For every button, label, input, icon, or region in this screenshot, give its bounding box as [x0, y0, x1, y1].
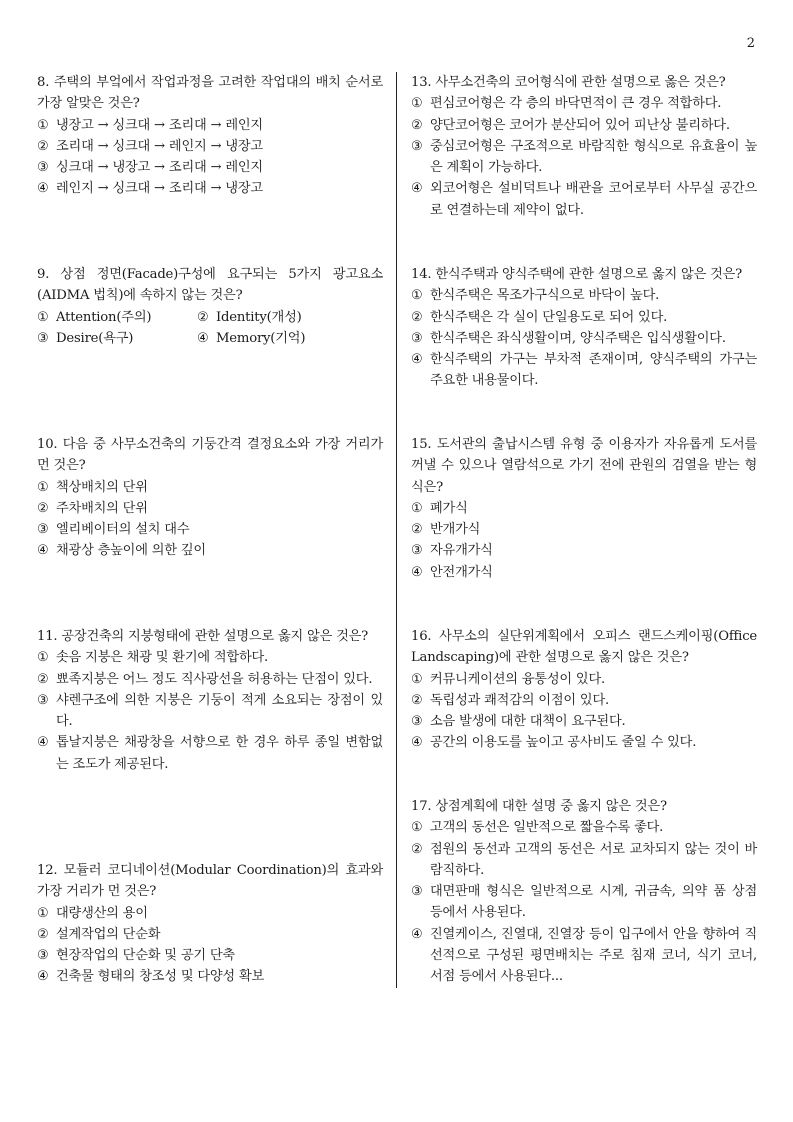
option-text: 소음 발생에 대한 대책이 요구된다.	[430, 714, 626, 730]
question-17	[411, 796, 757, 988]
option-2[interactable]	[37, 924, 383, 945]
option-text: 자유개가식	[430, 543, 493, 559]
option-marker: ③	[37, 160, 49, 176]
option-2[interactable]	[411, 690, 757, 711]
option-marker: ②	[37, 138, 49, 154]
option-text: 커뮤니케이션의 융통성이 있다.	[430, 671, 605, 687]
option-marker: ①	[411, 820, 423, 836]
question-stem: 17. 상점계획에 대한 설명 중 옳지 않은 것은?	[411, 799, 667, 814]
question-stem: 15. 도서관의 출납시스템 유형 중 이용자가 자유롭게 도서를 꺼낼 수 있으나 열람석으로 가기 전에 관원의 검열을 받는 형식은?	[411, 437, 757, 495]
option-text: 양단코어형은 코어가 분산되어 있어 피난상 불리하다.	[430, 117, 730, 133]
option-2[interactable]	[411, 519, 757, 540]
option-3[interactable]	[37, 945, 383, 966]
option-marker: ①	[37, 479, 49, 495]
option-text: 한식주택의 가구는 부차적 존재이며, 양식주택의 가구는 주요한 내용물이다.	[430, 352, 757, 389]
option-marker: ③	[411, 714, 423, 730]
option-text: 고객의 동선은 일반적으로 짧을수록 좋다.	[430, 820, 664, 836]
option-marker: ④	[37, 969, 49, 985]
column-divider	[396, 72, 397, 988]
option-marker: ①	[411, 500, 423, 516]
option-4[interactable]	[37, 966, 383, 987]
option-text: 주차배치의 단위	[56, 500, 148, 516]
option-2[interactable]	[37, 669, 383, 690]
option-3[interactable]	[37, 157, 383, 178]
question-stem: 8. 주택의 부엌에서 작업과정을 고려한 작업대의 배치 순서로 가장 알맞은 것은?	[37, 75, 383, 112]
option-marker: ③	[37, 330, 49, 346]
option-3[interactable]	[411, 328, 757, 349]
option-marker: ①	[411, 96, 423, 112]
option-marker: ②	[411, 692, 423, 708]
option-1[interactable]	[411, 285, 757, 306]
option-3[interactable]	[411, 136, 757, 179]
option-marker: ②	[37, 671, 49, 687]
option-marker: ①	[37, 309, 49, 325]
option-text: 솟음 지붕은 채광 및 환기에 적합하다.	[56, 650, 269, 666]
option-text: 설계작업의 단순화	[56, 926, 161, 942]
option-marker: ③	[37, 522, 49, 538]
option-2[interactable]	[37, 136, 383, 157]
option-marker: ②	[411, 309, 423, 325]
option-marker: ②	[197, 309, 209, 325]
option-3[interactable]	[411, 881, 757, 924]
question-9	[37, 264, 383, 349]
option-2[interactable]	[411, 307, 757, 328]
option-2[interactable]	[37, 498, 383, 519]
question-stem: 12. 모듈러 코디네이션(Modular Coordination)의 효과와 가장 거리가 먼 것은?	[37, 863, 383, 900]
option-4[interactable]	[37, 540, 383, 561]
option-1[interactable]	[37, 477, 383, 498]
option-text: 진열케이스, 진열대, 진열장 등이 입구에서 안을 향하여 직선적으로 구성된 평면배치는 주로 침재 코너, 식기 코너, 서점 등에서 사용된다...	[430, 926, 757, 985]
option-marker: ③	[37, 692, 49, 708]
option-marker: ③	[411, 884, 423, 900]
option-4[interactable]	[411, 732, 757, 753]
question-11	[37, 626, 383, 775]
option-2[interactable]	[411, 115, 757, 136]
option-marker: ③	[411, 138, 423, 154]
option-marker: ①	[411, 288, 423, 304]
option-text: 외코어형은 설비덕트나 배관을 코어로부터 사무실 공간으로 연결하는데 제약이 없다.	[430, 181, 757, 218]
option-marker: ④	[37, 735, 49, 751]
option-text: 냉장고 → 싱크대 → 조리대 → 레인지	[56, 117, 263, 133]
option-marker: ④	[411, 564, 423, 580]
option-marker: ③	[411, 543, 423, 559]
option-2[interactable]	[411, 839, 757, 882]
option-text: 샤렌구조에 의한 지붕은 기둥이 적게 소요되는 장점이 있다.	[56, 692, 383, 730]
option-text: 엘리베이터의 설치 대수	[56, 522, 190, 538]
option-marker: ④	[411, 926, 423, 942]
option-marker: ④	[411, 735, 423, 751]
option-text: 안전개가식	[430, 564, 493, 580]
question-stem: 16. 사무소의 실단위계획에서 오피스 랜드스케이핑(Office Landscaping)에 관한 설명으로 옳지 않은 것은?	[411, 629, 757, 666]
option-marker: ③	[411, 330, 423, 346]
option-3[interactable]	[37, 328, 197, 349]
option-4[interactable]	[411, 924, 757, 988]
option-text: 건축물 형태의 창조성 및 다양성 확보	[56, 969, 265, 985]
option-text: 폐가식	[430, 500, 468, 516]
option-marker: ①	[37, 905, 49, 921]
option-text: 싱크대 → 냉장고 → 조리대 → 레인지	[56, 160, 263, 176]
option-marker: ④	[411, 352, 423, 368]
question-10	[37, 434, 383, 562]
question-16	[411, 626, 757, 754]
option-text: 레인지 → 싱크대 → 조리대 → 냉장고	[56, 181, 263, 197]
option-4[interactable]	[411, 178, 757, 221]
page-number: 2	[746, 36, 755, 51]
option-text: 대량생산의 용이	[56, 905, 148, 921]
option-marker: ④	[411, 181, 423, 197]
option-marker: ②	[37, 926, 49, 942]
option-text: Desire(욕구)	[56, 330, 134, 346]
option-3[interactable]	[411, 711, 757, 732]
option-marker: ④	[197, 330, 209, 346]
option-1[interactable]	[37, 307, 197, 328]
question-14	[411, 264, 757, 392]
question-stem: 14. 한식주택과 양식주택에 관한 설명으로 옳지 않은 것은?	[411, 267, 743, 282]
option-text: 한식주택은 각 실이 단일용도로 되어 있다.	[430, 309, 668, 325]
option-text: 반개가식	[430, 522, 481, 538]
option-1[interactable]	[411, 817, 757, 838]
option-text: 조리대 → 싱크대 → 레인지 → 냉장고	[56, 138, 263, 154]
option-4[interactable]	[37, 732, 383, 775]
option-text: Attention(주의)	[56, 309, 152, 325]
option-text: 편심코어형은 각 층의 바닥면적이 큰 경우 적합하다.	[430, 96, 722, 112]
option-text: Identity(개성)	[216, 309, 302, 325]
question-8	[37, 72, 383, 200]
option-4[interactable]	[197, 328, 383, 349]
option-text: 현장작업의 단순화 및 공기 단축	[56, 948, 235, 964]
option-text: 뾰족지붕은 어느 정도 직사광선을 허용하는 단점이 있다.	[56, 671, 373, 687]
option-text: 한식주택은 목조가구식으로 바닥이 높다.	[430, 288, 660, 304]
option-2[interactable]	[197, 307, 383, 328]
option-text: 한식주택은 좌식생활이며, 양식주택은 입식생활이다.	[430, 330, 726, 346]
option-marker: ①	[37, 650, 49, 666]
option-marker: ②	[411, 522, 423, 538]
question-stem: 13. 사무소건축의 코어형식에 관한 설명으로 옳은 것은?	[411, 75, 726, 90]
options-grid	[37, 307, 383, 350]
option-4[interactable]	[37, 178, 383, 199]
option-1[interactable]	[411, 93, 757, 114]
option-marker: ④	[37, 543, 49, 559]
option-text: 톱날지붕은 채광창을 서향으로 한 경우 하루 종일 변함없는 조도가 제공된다.	[56, 735, 383, 772]
option-1[interactable]	[37, 647, 383, 668]
option-marker: ①	[411, 671, 423, 687]
option-marker: ③	[37, 948, 49, 964]
option-4[interactable]	[411, 349, 757, 392]
option-3[interactable]	[411, 540, 757, 561]
question-stem: 11. 공장건축의 지붕형태에 관한 설명으로 옳지 않은 것은?	[37, 629, 369, 644]
option-marker: ②	[411, 841, 423, 857]
option-4[interactable]	[411, 562, 757, 583]
option-3[interactable]	[37, 519, 383, 540]
option-text: 대면판매 형식은 일반적으로 시계, 귀금속, 의약 품 상점 등에서 사용된다.	[430, 884, 757, 921]
option-text: 중심코어형은 구조적으로 바람직한 형식으로 유효율이 높은 계획이 가능하다.	[430, 138, 757, 176]
option-marker: ②	[37, 500, 49, 516]
option-1[interactable]	[411, 498, 757, 519]
option-text: 점원의 동선과 고객의 동선은 서로 교차되지 않는 것이 바람직하다.	[430, 841, 757, 878]
question-13	[411, 72, 757, 221]
question-12	[37, 860, 383, 988]
option-1[interactable]	[37, 115, 383, 136]
option-marker: ④	[37, 181, 49, 197]
option-text: 독립성과 쾌적감의 이점이 있다.	[430, 692, 609, 708]
question-15	[411, 434, 757, 583]
question-stem: 9. 상점 정면(Facade)구성에 요구되는 5가지 광고요소(AIDMA 법칙)에 속하지 않는 것은?	[37, 267, 383, 304]
option-1[interactable]	[411, 669, 757, 690]
option-marker: ①	[37, 117, 49, 133]
option-text: 공간의 이용도를 높이고 공사비도 줄일 수 있다.	[430, 735, 697, 751]
option-text: 채광상 층높이에 의한 깊이	[56, 543, 206, 559]
option-text: 책상배치의 단위	[56, 479, 148, 495]
option-marker: ②	[411, 117, 423, 133]
option-text: Memory(기억)	[216, 330, 306, 346]
option-1[interactable]	[37, 903, 383, 924]
option-3[interactable]	[37, 690, 383, 733]
question-stem: 10. 다음 중 사무소건축의 기둥간격 결정요소와 가장 거리가 먼 것은?	[37, 437, 383, 474]
